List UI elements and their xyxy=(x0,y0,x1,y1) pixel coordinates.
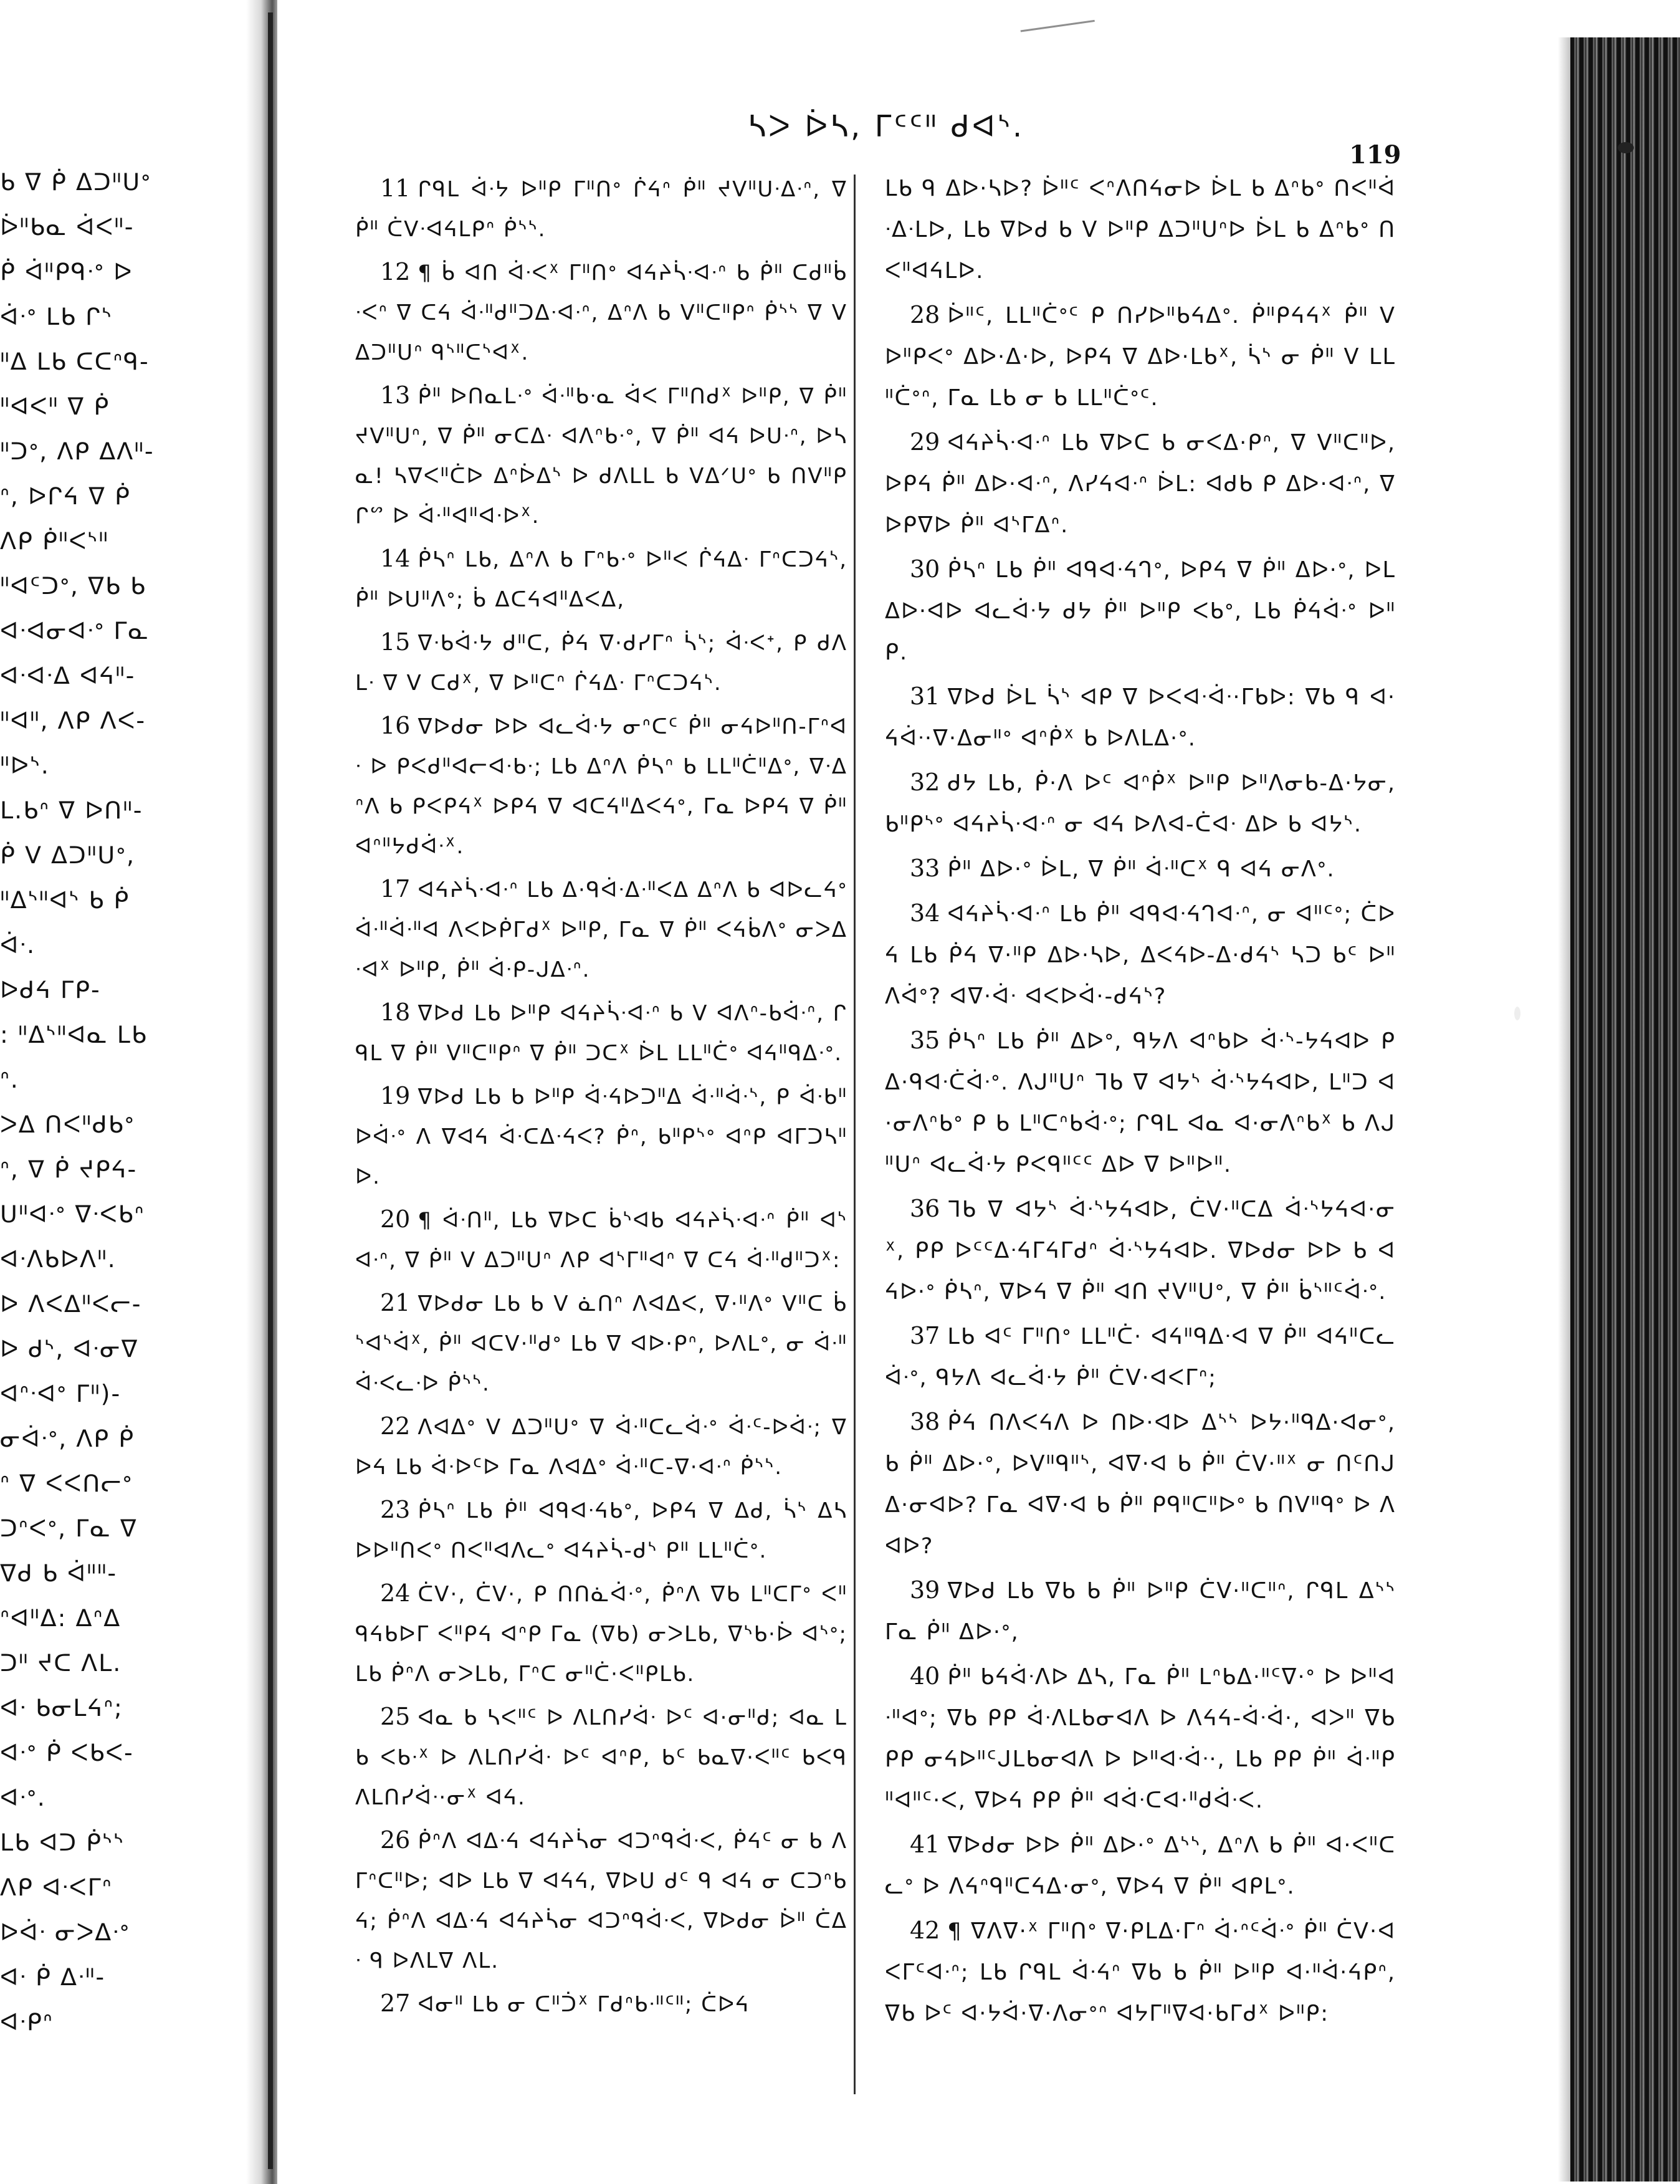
facing-page-line: ᐊᐢᐧᐊᐤ ᒥᐦ)- xyxy=(0,1380,122,1407)
facing-page-line: ᐊᐧᐊᐧᐃ ᐊᔦᐦ- xyxy=(0,662,136,689)
verse-number: 21 xyxy=(380,1289,411,1316)
facing-page-line: : ᐦᐃᔅᐦᐊᓇ ᒪᑲ xyxy=(0,1021,148,1048)
facing-page-line: ᑮ ᐋᐦᑭᑫᐧᐤ ᐅ xyxy=(0,258,133,285)
facing-page-line: ᐳᐃ ᑎᐸᐦᑯᑲᐤ xyxy=(0,1111,135,1138)
verse xyxy=(355,1983,847,2024)
verse xyxy=(355,706,847,866)
facing-page-line: ᐋᐧ. xyxy=(0,931,36,959)
verse-text: ᐆᐦᑦ, ᒪᒪᐦᑖᐤᑦ ᑭ ᑎᓯᐅᐦᑲᔦᐃᐤ. ᑮᐦᑭᔦᔦᕽ ᑮᐦ ᐯ ᐅᐦᑭᐸᐤ ᐃᐅ·ᐃ·ᐅ, ᐅᑭᔦ ᐁ ᐃᐅ·ᒪᑲᕽ, ᓵᔅ ᓂ ᑮᐦ ᐯ ᒪᒪᐦᑖᐤᐢ, ᒥᓇ ᒪᑲ ᓂ ᑲ ᒪᒪᐦᑖᐤᑦ. xyxy=(885,304,1396,411)
verse-text: ¶ ᐁᐱᐁ·ᕽ ᒥᐦᑎᐤ ᐁ·ᑭᒪᐃ·ᒥᐢ ᐋ·ᐢᑦᐋᐧᐤ ᑮᐦ ᑖᐯ·ᐊᐸᒥᑦᐊᐧᐢ; ᒪᑲ ᒋᑫᒪ ᐋᐧᔦᐢ ᐁᑲ ᑲ ᑮᐦ ᐅᐦᑭ ᐊ·ᐦᐋ·ᔦᑭᐢ, ᐁᑲ ᐅᑦ ᐊ·ᔭᐋ·ᐁ·ᐱᓂᐤᐢ ᐊᔭᒥᐦᐁᐊ·ᑲᒥᑯᕽ ᐅᐦᑭ: xyxy=(885,1919,1396,2026)
facing-page-line: ᐊᐧ ᑲᓂᒪᔦᐢ; xyxy=(0,1694,123,1722)
verse-number: 38 xyxy=(910,1408,940,1435)
verse-number: 25 xyxy=(380,1703,411,1730)
verse-number: 13 xyxy=(380,381,411,409)
verse-text: ᒣᑲ ᐁ ᐊᔭᔅ ᐋᐧᔅᔭᔦᐊᐅ, ᑖᐯ·ᐦᑕᐃ ᐋᐧᔅᔭᔦᐊ·ᓂᕽ, ᑭᑭ ᐅᑦᑦᐃᐧᔦᒥᔦᒥᑯᐢ ᐋᐧᔅᔭᔦᐊᐅ. ᐁᐅᑯᓂ ᐅᐅ ᑲ ᐊᔦᐅ·ᐤ ᑮᓴᐢ, ᐁᐅᔦ ᐁ ᑮᐦ ᐊᑎ ᔪᐯᐦᑌᐤ, ᐁ ᑮᐦ ᑳᔅᐦᑦᐋᐧᐤ. xyxy=(885,1197,1396,1305)
verse xyxy=(355,252,847,373)
verse-text: ᑯᔭ ᒪᑲ, ᑮ·ᐱ ᐅᑦ ᐊᐢᑮᕽ ᐅᐦᑭ ᐅᐦᐱᓂᑲ-ᐃ·ᔭᓂ, ᑲᐦᑭᔅᐤ ᐊᔦᔨᓵᐧᐊᐧᐢ ᓂ ᐊᔦ ᐅᐱᐊ-ᑖᐊᐧ ᐃᐅ ᑲ ᐊᔭᔅ. xyxy=(885,771,1396,837)
verse-text: ᒪᑲ ᐊᑦ ᒥᐦᑎᐤ ᒪᒪᐦᑖ· ᐊᔦᐦᑫᐃᐧᐊ ᐁ ᑮᐦ ᐊᔦᐦᑕᓚᐋᐧᐤ, ᑫᔭᐱ ᐊᓚᐋᐧᔭ ᑮᐦ ᑖᐯ·ᐊᐸᒥᐢ; xyxy=(885,1324,1396,1391)
verse-text: ᑮᐦ ᐃᐅ·ᐤ ᐆᒪ, ᐁ ᑮᐦ ᐋᐧᐦᑕᕽ ᑫ ᐊᔦ ᓂᐱᐤ. xyxy=(947,857,1335,882)
verse-number: 32 xyxy=(910,769,940,796)
facing-page-line: ᑌᐦᐊᐧᐤ ᐁᐧᐸᑲᐢ xyxy=(0,1200,145,1228)
left-text-column xyxy=(355,168,847,2027)
verse xyxy=(885,1910,1396,2034)
verse-number: 24 xyxy=(380,1579,411,1607)
facing-page-line: ᐢ, ᐁ ᑮ ᔪᑭᔦ- xyxy=(0,1156,138,1183)
facing-page-line: ᐦᑐᐤ, ᐱᑭ ᐃᐱᐦ- xyxy=(0,438,155,465)
verse xyxy=(885,1569,1396,1653)
verse xyxy=(885,168,1396,292)
verse-text: ᑮᐢᐱ ᐊᐃᐧᔦ ᐊᔦᔨᓵᓂ ᐊᑐᐢᑫᐋᐧᐸ, ᑮᔦᑦ ᓂ ᑲ ᐱᒥᐢᑕᐦᐅ; ᐊᐅ ᒪᑲ ᐁ ᐊᔦᔦ, ᐁᐅᑌ ᑯᑦ ᑫ ᐊᔦ ᓂ ᑕᑐᐢᑲᔦ; ᑮᐢᐱ ᐊᐃᐧᔦ ᐊᔦᔨᓵᓂ ᐊᑐᐢᑫᐋᐧᐸ, ᐁᐅᑯᓂ ᐆᐦ ᑖᐃᐧ ᑫ ᐅᐱᒪᐁ ᐱᒪ. xyxy=(355,1829,847,1973)
verse-number: 14 xyxy=(380,545,411,572)
facing-page-line: ᑐᐢᐸᐤ, ᒥᓇ ᐁ xyxy=(0,1515,138,1542)
facing-page-line: ᐊᐧᐊᓂᐊᐧᐤ ᒥᓇ xyxy=(0,617,150,644)
verse-number: 18 xyxy=(380,999,411,1026)
verse-text: ᐁᐅᑯ ᒪᑲ ᑲ ᐅᐦᑭ ᐋᐧᔦᐅᑐᐦᐃ ᐋᐧᐦᐋᐧᔅ, ᑭ ᐋᐧᑲᐦᐅᐋᐧᐤ ᐱ ᐁᐊᔦ ᐋᐧᑕᐃᐧᔦᐸ? ᑮᐢ, ᑲᐦᑭᔅᐤ ᐊᐢᑭ ᐊᒥᑐᓴᐦᐅ. xyxy=(355,1085,847,1189)
page-number: 119 xyxy=(1349,140,1401,170)
verse-text: ᑮᓴᐢ ᒪᑲ ᑮᐦ ᐊᑫᐊᐧᔦᒉᐤ, ᐅᑭᔦ ᐁ ᑮᐦ ᐃᐅ·ᐤ, ᐅᒪ ᐃᐅ·ᐊᐅ ᐊᓚᐋᐧᔭ ᑯᔭ ᑮᐦ ᐅᐦᑭ ᐸᑲᐤ, ᒪᑲ ᑮᔦᐋᐧᐤ ᐅᐦᑭ. xyxy=(885,558,1396,665)
verse-text: ᑮᓴᐢ ᒪᑲ ᑮᐦ ᐊᑫᐊᐧᔦᑲᐤ, ᐅᑭᔦ ᐁ ᐃᑯ, ᓵᔅ ᐃᓴ ᐅᐅᐦᑎᐸᐤ ᑎᐸᐦᐊᐱᓚᐤ ᐊᔦᔨᓵ-ᑯᔅ ᑭᐦ ᒪᒪᐦᑖᐤ. xyxy=(355,1498,847,1563)
verse xyxy=(885,848,1396,890)
facing-page-line: ᐅ ᐱᐸᐃᐦᐸᓕ- xyxy=(0,1290,142,1318)
verse-text: ᐁᐅᑯ ᐆᒪ ᓵᔅ ᐊᑭ ᐁ ᐅᐸᐊᐧᐋᐧ·ᒥᑲᐅ: ᐁᑲ ᑫ ᐊ·ᔦᐋᐧ·ᐁ·ᐃᓂᐦᐤ ᐊᐢᑮᕽ ᑲ ᐅᐱᒪᐃ·ᐤ. xyxy=(885,685,1396,751)
verse xyxy=(885,294,1396,419)
facing-page-line: ᐢ. xyxy=(0,1066,19,1093)
verse-text: ¶ ᐋᐧᑎᐦ, ᒪᑲ ᐁᐅᑕ ᑳᔅᐊᑲ ᐊᔦᔨᓵᐧᐊᐧᐢ ᑮᐦ ᐊᔅᐊᐧᐢ, ᐁ ᑮᐦ ᐯ ᐃᑐᐦᑌᐢ ᐱᑭ ᐊᔅᒥᐦᐊᐢ ᐁ ᑕᔦ ᐋᐧᐦᑯᐦᑐᕽ: xyxy=(355,1208,847,1273)
verse-number: 20 xyxy=(380,1205,411,1233)
facing-page-line: ᐢᐊᐦᐃ: ᐃᐢᐃ xyxy=(0,1604,122,1632)
facing-page-line: ᐊᐧ ᑮ ᐃᐧᐦ- xyxy=(0,1963,106,1991)
verse xyxy=(885,1188,1396,1313)
facing-page-line: ᑐᐦ ᔪᑕ ᐱᒪ. xyxy=(0,1649,122,1677)
verse-number: 42 xyxy=(910,1917,940,1944)
verse xyxy=(355,1490,847,1571)
verse-number: 12 xyxy=(380,258,411,285)
book-page-edges xyxy=(1570,37,1680,2182)
facing-page-line: ᑮ ᐯ ᐃᑐᐦᑌᐤ, xyxy=(0,841,136,869)
verse-number: 31 xyxy=(910,682,940,710)
verse-text: ᑖᐯ·, ᑖᐯ·, ᑭ ᑎᑎᓈᐋᐧᐤ, ᑮᐢᐱ ᐁᑲ ᒪᐦᑕᒥᐤ ᐸᐦᑫᔦᑲᐅᒥ ᐸᐦᑭᔦ ᐊᐢᑭ ᒥᓇ (ᐁᑲ) ᓂᐳᒪᑲ, ᐁᔅᑲ·ᐆ ᐊᔅᐤ; ᒪᑲ ᑮᐢᐱ ᓂᐳᒪᑲ, ᒥᐢᑕ ᓂᐦᑖ·ᐸᐦᑭᒪᑲ. xyxy=(355,1582,847,1687)
facing-page-line: ᐢ, ᐅᒋᔦ ᐁ ᑮ xyxy=(0,482,131,510)
facing-page-line: ᐊᐧᐤ ᑮ ᐸᑲᐸ- xyxy=(0,1739,134,1766)
facing-page-line: ᐦᐊᐸᐦ ᐁ ᑮ xyxy=(0,393,110,420)
verse xyxy=(355,1406,847,1487)
facing-page-line: ᐊᐧᑭᐢ xyxy=(0,2008,54,2036)
verse xyxy=(355,992,847,1073)
verse xyxy=(355,1283,847,1404)
verse-text: ᐱᐊᐃᐤ ᐯ ᐃᑐᐦᑌᐤ ᐁ ᐋᐧᐦᑕᓚᐋᐧᐤ ᐋᐧᑦ-ᐅᐋᐧ; ᐁᐅᔦ ᒪᑲ ᐋᐧᐅᑦᐅ ᒥᓇ ᐱᐊᐃᐤ ᐋᐧᐦᑕ-ᐁ·ᐊᐧᐢ ᑮᔅᔅ. xyxy=(355,1415,847,1480)
verse xyxy=(355,1199,847,1280)
ink-speck xyxy=(1618,142,1634,153)
verse-number: 23 xyxy=(380,1496,411,1523)
verse-text: ᑮᓴᐢ ᒪᑲ, ᐃᐢᐱ ᑲ ᒥᐢᑲᐧᐤ ᐅᐦᐸ ᒌᔦᐃᐧ ᒥᐢᑕᑐᔦᔅ, ᑮᐦ ᐅᑌᐦᐱᐤ; ᑳ ᐃᑕᔦᐊᐦᐃᐸᐃ, xyxy=(355,547,847,612)
facing-page-line: ᐦᐅᔅ. xyxy=(0,752,50,779)
facing-page-line: ᐢ ᐁ ᐸᐸᑎᓕᐤ xyxy=(0,1470,133,1497)
facing-page-line: ᐦᐃ ᒪᑲ ᑕᑕᐢᑫ- xyxy=(0,348,150,375)
facing-page-line: ᐁᑯ ᑲ ᐋᐦᐦ- xyxy=(0,1559,118,1587)
facing-page-line: ᐦᐃᔅᐦᐊᔅ ᑲ ᑮ xyxy=(0,886,130,914)
verse xyxy=(355,1820,847,1981)
verse-text: ᐊᓇ ᑲ ᓴᐸᐦᑦ ᐅ ᐱᒪᑎᓯᐋᐧ ᐅᑦ ᐊ·ᓂᐦᑯ; ᐊᓇ ᒪᑲ ᐸᑲᐧᕽ ᐅ ᐱᒪᑎᓯᐋᐧ ᐅᑦ ᐊᐢᑭ, ᑲᑦ ᑲᓇᐁ·ᐸᐦᑦ ᑲᐸᑫ ᐱᒪᑎᓯᐋᐧ·ᓂᕽ ᐊᔦ. xyxy=(355,1705,847,1810)
verse-number: 33 xyxy=(910,855,940,882)
verse xyxy=(355,1076,847,1197)
verse-number: 29 xyxy=(910,428,940,456)
facing-page-line: ᐦᐊᑦᑐᐤ, ᐁᑲ ᑲ xyxy=(0,572,146,600)
verse-text: ᑮᐦ ᑲᔦᐋᐧᐱᐅ ᐃᓴ, ᒥᓇ ᑮᐦ ᒪᐢᑲᐃ·ᐦᑦᐁ·ᐤ ᐅ ᐅᐦᐊᐧᐦᐊᐤ; ᐁᑲ ᑭᑭ ᐋᐧᐱᒪᑲᓂᐊᐱ ᐅ ᐱᔦᔦ-ᐋᐧᐋ·, ᐊᐳᐦ ᐁᑲ ᑭᑭ ᓂᔦᐅᐦᑦᒍᒪᑲᓂᐊᐱ ᐅ ᐅᐦᐊᐧᐋᐧ·, ᒪᑲ ᑭᑭ ᑮᐦ ᐋᐧᐦᑭᐦᐊᐦᑦ·ᐸ, ᐁᐅᔦ ᑭᑭ ᑮᐦ ᐊᐋᐧᑕᐊ·ᐦᑯᐋᐧᐸ. xyxy=(885,1665,1396,1813)
verse xyxy=(355,168,847,249)
verse-text: ᐊᔦᔨᓵᐧᐊᐧᐢ ᒪᑲ ᐁᐅᑕ ᑲ ᓂᐸᐃ·ᑭᐢ, ᐁ ᐯᐦᑕᐦᐅ, ᐅᑭᔦ ᑮᐦ ᐃᐅ·ᐊᐧᐢ, ᐱᓯᔦᐊᐧᐢ ᐆᒪ: ᐊᑯᑲ ᑭ ᐃᐅ·ᐊᐧᐢ, ᐁᐅᑭᐁᐅ ᑮᐦ ᐊᔅᒥᐃᐢ. xyxy=(885,431,1396,538)
right-text-column xyxy=(885,168,1396,2037)
facing-page-line: ᐊᐧᐤ. xyxy=(0,1784,46,1811)
verse-number: 35 xyxy=(910,1027,940,1054)
verse xyxy=(885,762,1396,845)
verse-number: 37 xyxy=(910,1322,940,1349)
facing-page-line: ᐋᐧᐤ ᒪᑲ ᒋᔅ xyxy=(0,303,113,330)
running-header: ᓴᐳ ᐆᓴ, ᒥᑦᑦᐦ ᑯᐊᔅ. xyxy=(748,109,1025,144)
ink-speck xyxy=(1514,1007,1520,1020)
verse-text: ᑮᐦ ᐅᑎᓇᒪᐧᐤ ᐋᐧᐦᑲᐧᓇ ᐋᐸ ᒥᐦᑎᑯᕽ ᐅᐦᑭ, ᐁ ᑮᐦ ᔪᐯᐦᑌᐢ, ᐁ ᑮᐦ ᓂᑕᐃᐧ ᐊᐱᐢᑲᐧᐤ, ᐁ ᑮᐦ ᐊᔦ ᐅᑌᐧᐢ, ᐅᓴᓇ! ᓴᐁᐸᐦᑖᐅ ᐃᐢᐆᐃᔅ ᐅ ᑯᐱᒪᒪ ᑲ ᐯᐃᐟᑌᐤ ᑲ ᑎᐯᐦᑭᒋᔥ ᐅ ᐋᐧᐦᐊᐦᐊᐧᐅᕽ. xyxy=(355,384,847,529)
verse-text: ᐁᐅᑯ ᒪᑲ ᐁᑲ ᑲ ᑮᐦ ᐅᐦᑭ ᑖᐯ·ᐦᑕᐦᐢ, ᒋᑫᒪ ᐃᔅᔅ ᒥᓇ ᑮᐦ ᐃᐅ·ᐤ, xyxy=(885,1579,1396,1645)
facing-page-line: ᓂᐋᐧᐤ, ᐱᑭ ᑮ xyxy=(0,1425,135,1452)
verse-number: 22 xyxy=(380,1412,411,1440)
verse xyxy=(355,1697,847,1818)
verse-number: 19 xyxy=(380,1082,411,1109)
facing-page-line: ᒪ.ᑲᐢ ᐁ ᐅᑎᐦ- xyxy=(0,797,143,824)
verse-number: 36 xyxy=(910,1195,940,1222)
verse-number: 16 xyxy=(380,712,411,739)
verse xyxy=(885,1315,1396,1399)
verse-text: ᒋᑫᒪ ᐋᐧᔭ ᐅᐦᑭ ᒥᐦᑎᐤ ᒌᔦᐢ ᑮᐦ ᔪᐯᐦᑌᐧᐃᐧᐢ, ᐁ ᑮᐦ ᑖᐯᐧᐊᔦᒪᑭᐢ ᑮᔅᔅ. xyxy=(355,177,847,242)
verse-number: 28 xyxy=(910,301,940,328)
verse-text: ᐁᐅᑯᓂ ᐅᐅ ᐊᓚᐋᐧᔭ ᓂᐢᑕᑦ ᑮᐦ ᓂᔦᐅᐦᑎ-ᒥᐢᐊᐧ ᐅ ᑭᐸᑯᐦᐊᓕᐊᐧᑲᐧ; ᒪᑲ ᐃᐢᐱ ᑮᓴᐢ ᑲ ᒪᒪᐦᑖᐦᐃᐤ, ᐁᐧᐃᐢᐱ ᑲ ᑭᐸᑭᔦᕽ ᐅᑭᔦ ᐁ ᐊᑕᔦᐦᐃᐸᔦᐤ, ᒥᓇ ᐅᑭᔦ ᐁ ᑮᐦ ᐊᐢᐦᔭᑯᐋᐧᕽ. xyxy=(355,714,847,859)
verse-text: ᐁᐅᑯᓂ ᐅᐅ ᑮᐦ ᐃᐅ·ᐤ ᐃᔅᔅ, ᐃᐢᐱ ᑲ ᑮᐦ ᐊ·ᐸᐦᑕᓚᐤ ᐅ ᐱᔦᐢᑫᐦᑕᔦᐃ·ᓂᐤ, ᐁᐅᔦ ᐁ ᑮᐦ ᐊᑭᒪᐤ. xyxy=(885,1833,1396,1899)
verse-number: 26 xyxy=(380,1826,411,1854)
column-divider xyxy=(854,175,856,2094)
verse xyxy=(355,1573,847,1694)
verse xyxy=(885,1401,1396,1567)
verse xyxy=(885,1655,1396,1821)
facing-page xyxy=(0,0,262,2184)
verse-number: 40 xyxy=(910,1662,940,1690)
verse-number: 17 xyxy=(380,875,411,903)
verse-text: ᑮᔦ ᑎᐱᐸᔦᐱ ᐅ ᑎᐅ·ᐊᐅ ᐃᔅᔅ ᐅᔭ·ᐦᑫᐃ·ᐊᓂᐤ, ᑲ ᑮᐦ ᐃᐅ·ᐤ, ᐅᐯᐦᑫᐦᔅ, ᐊᐁ·ᐊ ᑲ ᑮᐦ ᑖᐯ·ᐦᕽ ᓂ ᑎᑦᑎᒍᐃ·ᓂᐊᐅ? ᒥᓇ ᐊᐁ·ᐊ ᑲ ᑮᐦ ᑭᑫᐦᑕᐦᐅᐤ ᑲ ᑎᐯᐦᑫᐤ ᐅ ᐱᐊᐅ? xyxy=(885,1410,1396,1559)
verse-text: ᐊᓂᐦ ᒪᑲ ᓂ ᑕᐦᑑᕽ ᒥᑯᐢᑲᐧᐦᑦᐦ; ᑖᐅᔦ xyxy=(418,1992,750,2017)
verse-text: ᐁᐅᑯ ᒪᑲ ᐅᐦᑭ ᐊᔦᔨᓵᐧᐊᐧᐢ ᑲ ᐯ ᐊᐱᐢ-ᑲᐋᐧᐢ, ᒋᑫᒪ ᐁ ᑮᐦ ᐯᐦᑕᐦᑭᐢ ᐁ ᑮᐦ ᑐᑕᕽ ᐆᒪ ᒪᒪᐦᑖᐤ ᐊᔦᐦᑫᐃᐧᐤ. xyxy=(355,1001,847,1066)
verse-text: ᒪᑲ ᑫ ᐃᐅ·ᓴᐅ? ᐆᐦᑦ ᐸᐢᐱᑎᔦᓂᐅ ᐆᒪ ᑲ ᐃᐢᑲᐤ ᑎᐸᐦᐋᐧᐃᐧᒪᐅ, ᒪᑲ ᐁᐅᑯ ᑲ ᐯ ᐅᐦᑭ ᐃᑐᐦᑌᐢᐅ ᐆᒪ ᑲ ᐃᐢᑲᐤ ᑎᐸᐦᐊᔦᒪᐅ. xyxy=(885,176,1396,284)
verse-text: ᐁᐅᑯᓂ ᒪᑲ ᑲ ᐯ ᓈᑎᐢ ᐱᐊᐃᐸ, ᐁ·ᐦᐱᐤ ᐯᐦᑕ ᑳᔅᐊᔅᐋᕽ, ᑮᐦ ᐊᑕᐯ·ᐦᑯᐤ ᒪᑲ ᐁ ᐊᐅ·ᑭᐢ, ᐅᐱᒪᐤ, ᓂ ᐋᐧᐦ ᐋᐧᐸᓚᐧᐅ ᑮᔅᔅ. xyxy=(355,1291,847,1396)
verse xyxy=(885,421,1396,546)
facing-page-line: ᐅ ᑯᔅ, ᐊᐧᓂᐁ xyxy=(0,1335,139,1363)
verse xyxy=(885,1824,1396,1907)
verse xyxy=(885,548,1396,673)
verse-number: 30 xyxy=(910,555,940,583)
verse xyxy=(355,375,847,536)
verse-text: ᐊᔦᔨᓵᐧᐊᐧᐢ ᒪᑲ ᐃ·ᑫᐋᐧᐃᐧᐦᐸᐃ ᐃᐢᐱ ᑲ ᐊᐅᓚᔦᐤ ᐋᐧᐦᐋᐧᐦᐊ ᐱᐸᐅᑮᒥᑯᕽ ᐅᐦᑭ, ᒥᓇ ᐁ ᑮᐦ ᐸᔦᑳᐱᐤ ᓂᐳᐃᐧᐊᕽ ᐅᐦᑭ, ᑮᐦ ᐋᐧᑭ-ᒍᐃᐧᐢ. xyxy=(355,878,847,982)
facing-page-line: ᒪᑲ ᐊᑐ ᑮᔅᔅ xyxy=(0,1829,125,1856)
verse xyxy=(355,539,847,620)
verse xyxy=(885,1020,1396,1185)
verse-number: 39 xyxy=(910,1576,940,1604)
facing-page-line: ᐅᑯᔦ ᒥᑭ- xyxy=(0,976,101,1003)
verse xyxy=(885,893,1396,1017)
verse-text: ¶ ᑳ ᐊᑎ ᐋᐧᐸᕽ ᒥᐦᑎᐤ ᐊᔦᔨᓵᐧᐊᐧᐢ ᑲ ᑮᐦ ᑕᑯᐦᑳᐧᐸᐢ ᐁ ᑕᔦ ᐋᐧᐦᑯᐦᑐᐃᐧᐊᐧᐢ, ᐃᐢᐱ ᑲ ᐯᐦᑕᐦᑭᐢ ᑮᔅᔅ ᐁ ᐯ ᐃᑐᐦᑌᐢ ᑫᔅᐦᑕᔅᐊᕽ. xyxy=(355,261,847,365)
verse-number: 34 xyxy=(910,899,940,927)
verse-number: 27 xyxy=(380,1990,411,2017)
facing-page-line: ᐱᑭ ᐊᐧᐸᒥᐢ xyxy=(0,1874,113,1901)
verse-number: 15 xyxy=(380,628,411,656)
facing-page-line: ᐊᐧᐱᑲᐅᐱᐦ. xyxy=(0,1245,117,1273)
verse-number: 11 xyxy=(380,175,411,202)
facing-page-line: ᐆᐦᑲᓇ ᐋᐸᐦ- xyxy=(0,213,135,241)
verse-text: ᐁᐧᑲᐋᐧᔭ ᑯᐦᑕ, ᑮᔦ ᐁ·ᑯᓯᒥᐢ ᓵᔅ; ᐋᐧᐸᕀ, ᑭ ᑯᐱᒪᐧ ᐁ ᐯ ᑕᑯᕽ, ᐁ ᐅᐦᑕᐢ ᒌᔦᐃᐧ ᒥᐢᑕᑐᔦᔅ. xyxy=(355,631,847,696)
verse xyxy=(355,622,847,703)
verse xyxy=(885,676,1396,759)
facing-page-line: ᐱᑭ ᑮᐦᐸᔅᐦ xyxy=(0,527,109,555)
facing-page-line: ᑲ ᐁ ᑮ ᐃᑐᐦᑌᐤ xyxy=(0,168,151,196)
facing-page-line: ᐦᐊᐦ, ᐱᑭ ᐱᐸ- xyxy=(0,707,146,734)
verse-text: ᐊᔦᔨᓵᐧᐊᐧᐢ ᒪᑲ ᑮᐦ ᐊᑫᐊᐧᔦᒉᐊᐧᐢ, ᓂ ᐊᐦᑦᐤ; ᑖᐅᔦ ᒪᑲ ᑮᔦ ᐁ·ᐦᑭ ᐃᐅ·ᓴᐅ, ᐃᐸᔦᐅ-ᐃ·ᑯᔦᔅ ᓴᑐ ᑲᑦ ᐅᐦᐱᐋᐤ? ᐊᐁ·ᐋᐧ ᐊᐸᐅᐋ·-ᑯᔦᔅ? xyxy=(885,902,1396,1009)
verse xyxy=(355,869,847,990)
verse-text: ᑮᓴᐢ ᒪᑲ ᑮᐦ ᐃᐅᐤ, ᑫᔭᐱ ᐊᐢᑲᐅ ᐋᐧᔅ-ᔭᔦᐊᐅ ᑭ ᐃ·ᑫᐊᐧᑖᐋᐧᐤ. ᐱᒍᐦᑌᐢ ᒣᑲ ᐁ ᐊᔭᔅ ᐋᐧᔅᔭᔦᐊᐅ, ᒪᐦᑐ ᐊ·ᓂᐱᐢᑲᐤ ᑭ ᑲ ᒪᐦᑕᐢᑲᐋᐧᐤ; ᒋᑫᒪ ᐊᓇ ᐊ·ᓂᐱᐢᑲᕽ ᑲ ᐱᒍᐦᑌᐢ ᐊᓚᐋᐧᔭ ᑭᐸᑫᐦᑦᑦ ᐃᐅ ᐁ ᐅᐦᐅᐦ. xyxy=(885,1029,1396,1177)
verse-number: 41 xyxy=(910,1831,940,1858)
facing-page-line: ᐅᐋᐧ ᓂᐳᐃᐧᐤ xyxy=(0,1918,130,1946)
gutter-edge xyxy=(268,12,273,2169)
